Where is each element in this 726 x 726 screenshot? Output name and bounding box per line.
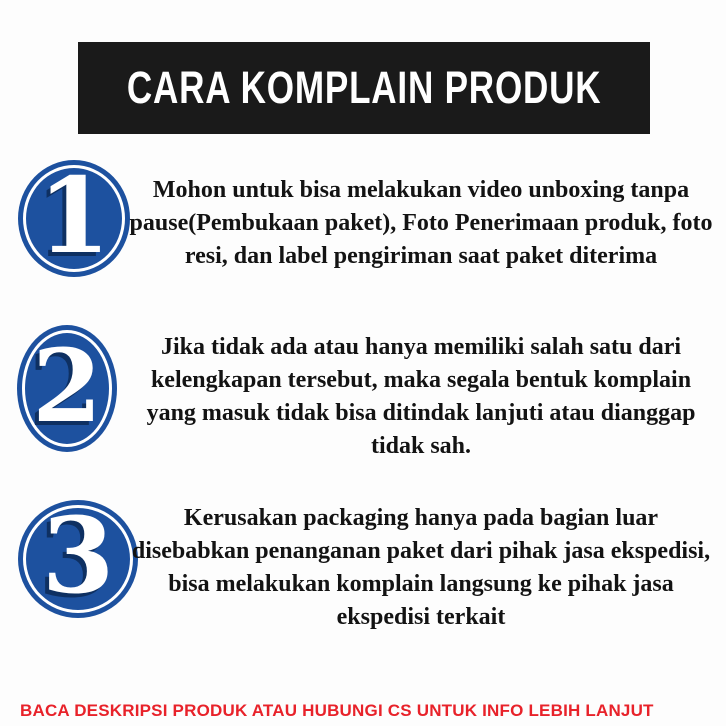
step-3-text	[125, 502, 717, 634]
step-1-line-1: Mohon untuk bisa melakukan video unboxing tanpa	[152, 177, 690, 203]
step-3-number-badge	[18, 494, 138, 618]
step-2-text	[125, 331, 717, 463]
header-bar	[78, 42, 650, 134]
step-3-line-4: ekspedisi terkait	[336, 604, 506, 630]
step-2-line-3: yang masuk tidak bisa ditindak lanjuti atau dianggap	[146, 400, 696, 426]
step-1-line-2: pause(Pembukaan paket), Foto Penerimaan produk, foto	[129, 210, 713, 236]
step-2-line-4: tidak sah.	[370, 433, 472, 459]
step-2-line-1: Jika tidak ada atau hanya memiliki salah satu dari	[160, 334, 682, 360]
step-2-line-2: kelengkapan tersebut, maka segala bentuk komplain	[150, 367, 692, 393]
step-3-line-2: disebabkan penanganan paket dari pihak jasa ekspedisi,	[131, 538, 711, 564]
step-2-number-badge	[17, 325, 117, 452]
step-1-number: 1	[37, 153, 111, 277]
step-3-line-1: Kerusakan packaging hanya pada bagian luar	[183, 505, 659, 531]
footer-note: BACA DESKRIPSI PRODUK ATAU HUBUNGI CS UNTUK INFO LEBIH LANJUT	[20, 701, 654, 720]
step-1-text	[125, 174, 717, 273]
step-3-number: 3	[41, 494, 115, 617]
step-2-number: 2	[32, 326, 102, 445]
step-3-line-3: bisa melakukan komplain langsung ke pihak jasa	[168, 571, 674, 597]
step-1-line-3: resi, dan label pengiriman saat paket diterima	[184, 243, 658, 269]
page-title: CARA KOMPLAIN PRODUK	[126, 62, 602, 113]
step-1-number-badge	[18, 153, 130, 277]
